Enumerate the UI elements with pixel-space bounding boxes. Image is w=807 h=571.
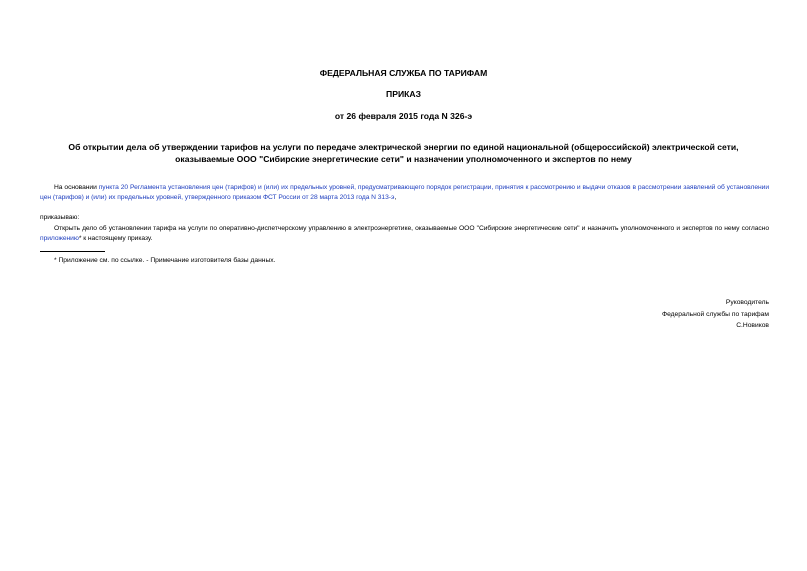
appendix-link[interactable]: приложению bbox=[40, 235, 79, 242]
order-word: приказываю: bbox=[40, 214, 80, 221]
organization-heading: ФЕДЕРАЛЬНАЯ СЛУЖБА ПО ТАРИФАМ bbox=[319, 68, 488, 78]
document-subject bbox=[40, 141, 767, 165]
basis-prefix: На основании bbox=[54, 184, 99, 191]
signature-title-line-2: Федеральной службы по тарифам bbox=[662, 310, 769, 318]
signature-name: С.Новиков bbox=[736, 322, 769, 329]
subject-line-1: Об открытии дела об утверждении тарифов на услуги по передаче электрической энергии по единой национальной (общероссийской) электрической сети, bbox=[68, 142, 739, 152]
signature-block bbox=[509, 297, 769, 332]
action-suffix: * к настоящему приказу. bbox=[78, 235, 153, 242]
footnote-divider bbox=[40, 251, 105, 252]
action-text: Открыть дело об установлении тарифа на услуги по оперативно-диспетчерскому управлению в электроэнергетике, оказываемые ООО "Сибирские энергетические сети" и назначить уполномоченного и экспертов по нему согласно bbox=[54, 225, 769, 232]
footnote-text: * Приложение см. по ссылке. - Примечание изготовителя базы данных. bbox=[54, 257, 276, 264]
document-date-number: от 26 февраля 2015 года N 326-э bbox=[334, 111, 473, 121]
signature-title-line-1: Руководитель bbox=[725, 299, 769, 306]
basis-paragraph bbox=[40, 183, 769, 203]
subject-line-2: оказываемые ООО "Сибирские энергетические сети" и назначении уполномоченного и экспертов по нему bbox=[175, 154, 632, 164]
regulation-link[interactable]: пункта 20 Регламента установления цен (тарифов) и (или) их предельных уровней, предусматривающего порядок регистрации, принятия к рассмотрению и выдачи отказов в рассмотрении заявлений об установлении цен (тарифов) и (или) их предельных уровней, утвержденного приказом ФСТ России от 28 марта 2013 года N 313-э bbox=[40, 184, 769, 201]
basis-suffix: , bbox=[394, 194, 397, 201]
action-paragraph bbox=[40, 224, 769, 244]
document-type-heading: ПРИКАЗ bbox=[386, 89, 421, 99]
